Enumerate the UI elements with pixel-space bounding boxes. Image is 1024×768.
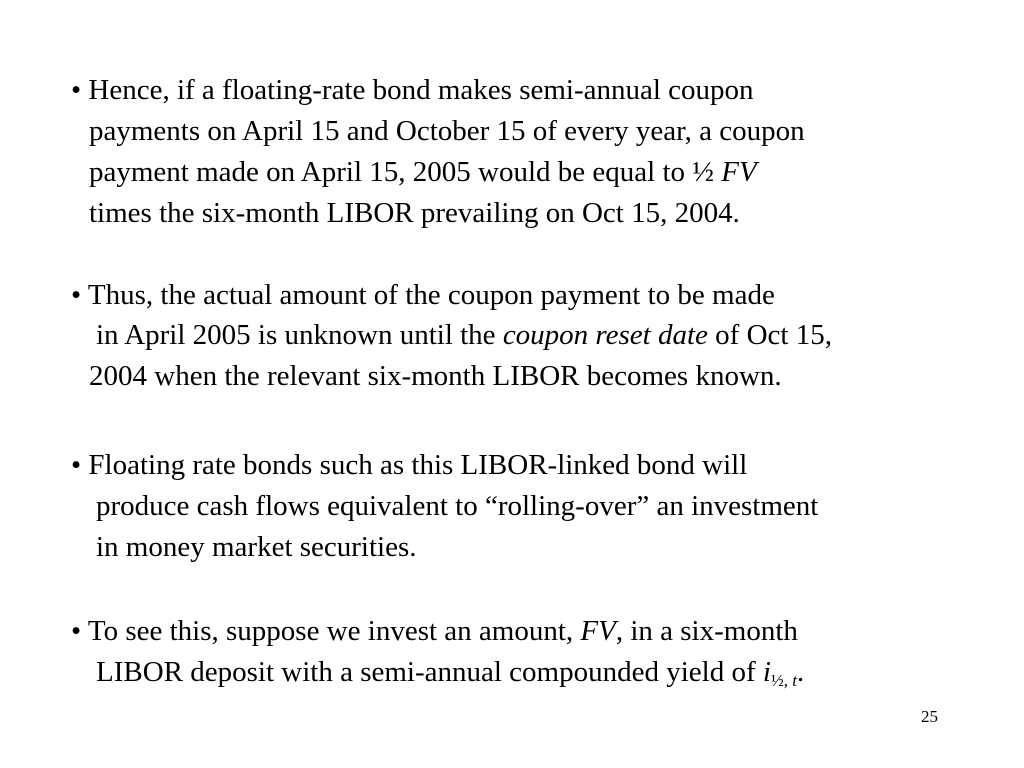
- bullet-4-text-2b: .: [796, 656, 805, 688]
- bullet-2-text-2b: of Oct 15,: [707, 319, 832, 351]
- bullet-4-line-2: [96, 655, 804, 689]
- bullet-4-text-2a: LIBOR deposit with a semi-annual compounded yield of: [96, 656, 763, 688]
- fv-italic: FV: [721, 156, 757, 188]
- bullet-1-text-1: Hence, if a floating-rate bond makes semi-annual coupon: [88, 74, 754, 106]
- bullet-3-text-1: Floating rate bonds such as this LIBOR-linked bond will: [88, 449, 748, 481]
- bullet-1-line-1: [71, 73, 754, 107]
- yield-symbol: i: [762, 656, 771, 688]
- bullet-2-line-3: 2004 when the relevant six-month LIBOR becomes known.: [89, 360, 782, 392]
- bullet-1-text-3: payment made on April 15, 2005 would be equal to ½: [89, 156, 722, 188]
- bullet-3-line-2: produce cash flows equivalent to “rolling-over” an investment: [96, 490, 819, 522]
- bullet-3-line-1: [71, 448, 747, 482]
- coupon-reset-date-italic: coupon reset date: [502, 319, 708, 351]
- bullet-marker: •: [71, 449, 82, 481]
- bullet-marker: •: [71, 279, 82, 311]
- bullet-1-line-2: payments on April 15 and October 15 of every year, a coupon: [89, 115, 805, 147]
- bullet-1-line-4: times the six-month LIBOR prevailing on Oct 15, 2004.: [89, 197, 740, 229]
- bullet-2-text-2a: in April 2005 is unknown until the: [96, 319, 503, 351]
- slide-number: 25: [921, 707, 938, 726]
- yield-subscript: ½, t: [770, 671, 797, 690]
- bullet-1-line-3: [89, 155, 757, 189]
- bullet-4-text-1b: , in a six-month: [615, 615, 798, 647]
- bullet-2-line-1: [71, 278, 775, 312]
- fv-italic: FV: [580, 615, 616, 647]
- bullet-4-line-1: [71, 614, 798, 648]
- bullet-marker: •: [71, 615, 82, 647]
- bullet-4-text-1a: To see this, suppose we invest an amount,: [87, 615, 581, 647]
- bullet-marker: •: [71, 74, 82, 106]
- bullet-3-line-3: in money market securities.: [96, 531, 417, 563]
- bullet-2-text-1: Thus, the actual amount of the coupon payment to be made: [87, 279, 775, 311]
- bullet-2-line-2: [96, 318, 832, 352]
